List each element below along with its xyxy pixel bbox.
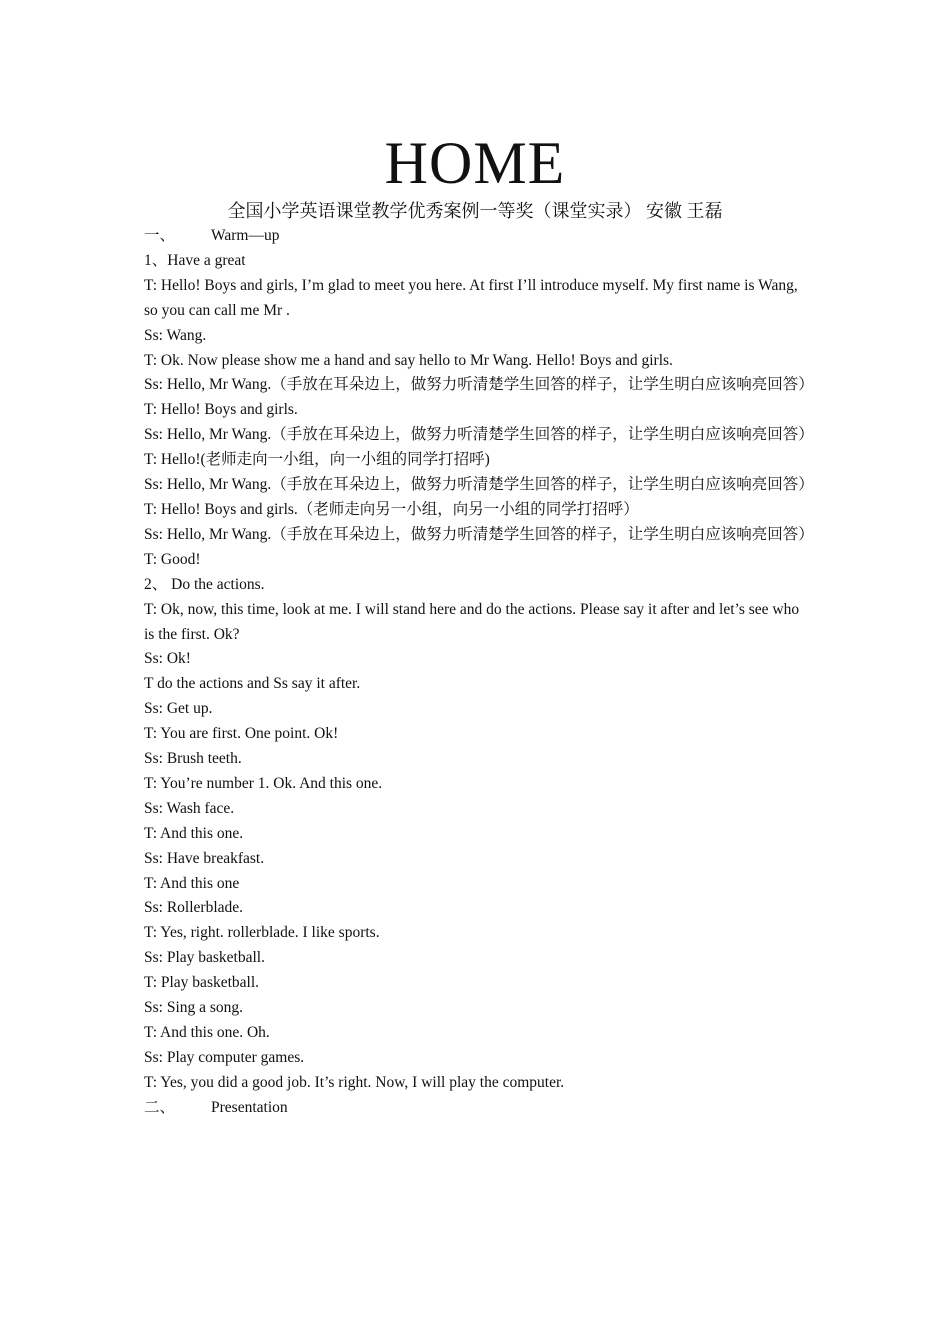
transcript-line: T: And this one [144,874,240,892]
transcript-line: Ss: Ok! [144,650,191,668]
transcript-line: T: Hello! Boys and girls. [144,401,298,419]
section-label: Warm—up [211,227,280,244]
section-heading-presentation [144,1096,808,1121]
transcript-line: Ss: Play computer games. [144,1048,305,1066]
transcript-line: 1、Have a great [144,251,246,269]
transcript-line: Ss: Brush teeth. [144,750,242,768]
transcript-line: T: Yes, you did a good job. It’s right. Now, I will play the computer. [144,1073,565,1091]
transcript-line: T: You’re number 1. Ok. And this one. [144,774,383,792]
transcript-line: T: Ok, now, this time, look at me. I will stand here and do the actions. Please say it after and let’s see who is the first. Ok? [144,600,800,643]
transcript-line: 2、 Do the actions. [144,575,265,593]
document-body [144,224,814,1121]
transcript-line: T: Yes, right. rollerblade. I like sports. [144,924,380,942]
transcript-line: Ss: Get up. [144,700,213,718]
transcript-line: Ss: Hello, Mr Wang.（手放在耳朵边上，做努力听清楚学生回答的样子，让学生明白应该响亮回答） [144,376,814,394]
document-title: HOME [384,130,566,196]
section-number: 一、 [144,227,176,244]
transcript-line: T: Ok. Now please show me a hand and say hello to Mr Wang. Hello! Boys and girls. [144,351,673,369]
transcript-line: Ss: Hello, Mr Wang.（手放在耳朵边上，做努力听清楚学生回答的样子，让学生明白应该响亮回答） [144,525,814,543]
transcript-line: Ss: Rollerblade. [144,899,244,917]
transcript-line: Ss: Wash face. [144,799,235,817]
transcript-lines [144,249,814,1096]
transcript-line: Ss: Play basketball. [144,949,265,967]
section-heading-warm-up [144,224,808,249]
section-label: Presentation [211,1098,288,1116]
section-number: 二、 [144,1098,176,1116]
transcript-line: T: Hello! Boys and girls, I’m glad to meet you here. At first I’ll introduce myself. My first name is Wang, so you can call me Mr . [144,276,798,319]
document-subtitle: 全国小学英语课堂教学优秀案例一等奖（课堂实录） 安徽 王磊 [227,201,723,221]
transcript-line: T: Hello! Boys and girls.（老师走向另一小组，向另一小组的同学打招呼） [144,500,639,518]
transcript-line: T: And this one. Oh. [144,1024,270,1041]
transcript-line: T: And this one. [144,824,244,842]
transcript-line: T: Play basketball. [144,974,260,992]
transcript-line: Ss: Sing a song. [144,999,244,1017]
transcript-line: Ss: Have breakfast. [144,849,265,867]
transcript-line: T do the actions and Ss say it after. [144,675,361,693]
transcript-line: Ss: Hello, Mr Wang.（手放在耳朵边上，做努力听清楚学生回答的样子，让学生明白应该响亮回答） [144,426,814,444]
transcript-line: Ss: Hello, Mr Wang.（手放在耳朵边上，做努力听清楚学生回答的样子，让学生明白应该响亮回答） [144,476,814,494]
transcript-line: T: Hello!(老师走向一小组，向一小组的同学打招呼) [144,451,490,469]
transcript-line: T: Good! [144,550,201,568]
transcript-line: T: You are first. One point. Ok! [144,725,339,743]
transcript-line: Ss: Wang. [144,326,207,344]
